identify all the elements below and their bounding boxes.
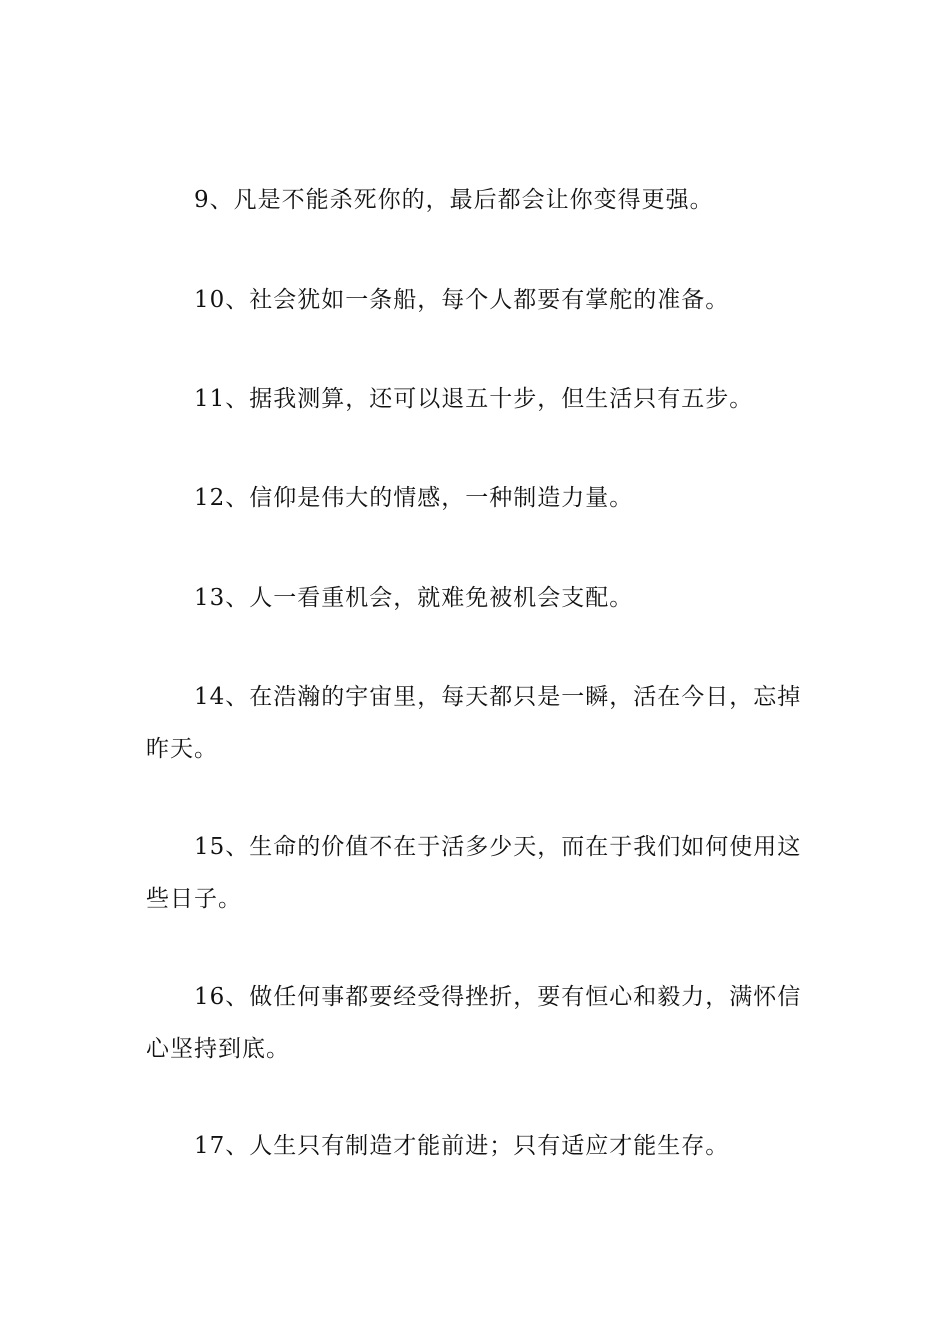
quote-paragraph-12: 12、信仰是伟大的情感，一种制造力量。 <box>194 485 634 511</box>
quote-paragraph-13: 13、人一看重机会，就难免被机会支配。 <box>194 585 634 611</box>
quote-paragraph-16: 16、做任何事都要经受得挫折，要有恒心和毅力，满怀信心坚持到底。 <box>146 984 802 1062</box>
quote-paragraph-15: 15、生命的价值不在于活多少天，而在于我们如何使用这些日子。 <box>146 834 802 912</box>
quote-paragraph-17: 17、人生只有制造才能前进；只有适应才能生存。 <box>194 1133 730 1159</box>
quote-paragraph-11: 11、据我测算，还可以退五十步，但生活只有五步。 <box>194 386 754 412</box>
quote-paragraph-10: 10、社会犹如一条船，每个人都要有掌舵的准备。 <box>194 287 730 313</box>
quote-paragraph-14: 14、在浩瀚的宇宙里，每天都只是一瞬，活在今日，忘掉昨天。 <box>146 684 802 762</box>
quote-paragraph-9: 9、凡是不能杀死你的，最后都会让你变得更强。 <box>194 187 714 213</box>
